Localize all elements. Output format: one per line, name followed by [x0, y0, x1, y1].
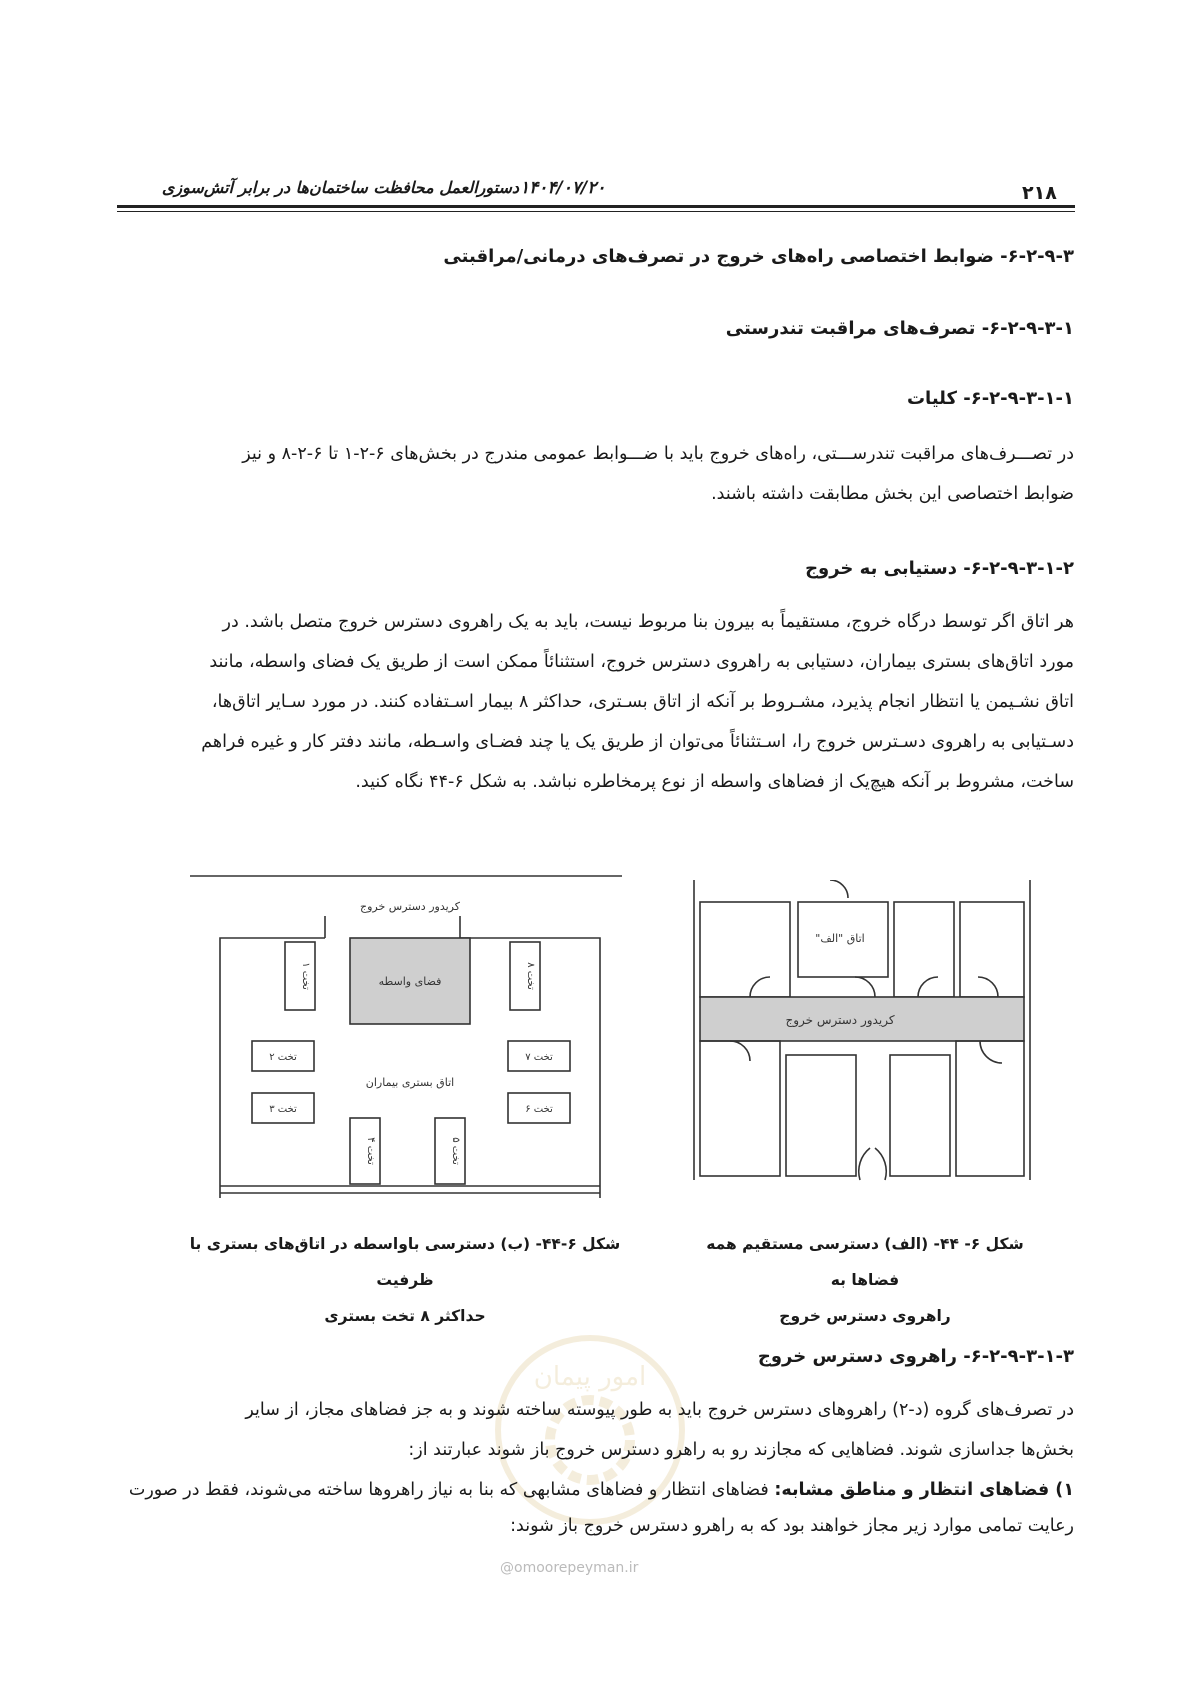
- caption-line: راهروی دسترس خروج: [779, 1307, 951, 1325]
- list-item: [116, 1472, 1074, 1544]
- bed-label: تخت ۵: [450, 1137, 461, 1165]
- caption-line: حداکثر ۸ تخت بستری: [324, 1307, 486, 1325]
- header-title: دستورالعمل محافظت ساختمان‌ها در برابر آتش‌سوزی: [161, 178, 519, 197]
- header-rule-thin: [117, 211, 1075, 212]
- corridor-label: کریدور دسترس خروج: [785, 1013, 895, 1027]
- paragraph-general: [116, 434, 1074, 514]
- list-item-text: فضاهای انتظار و فضاهای مشابهی که بنا به نیاز راهروها ساخته می‌شوند، فقط در صورت: [128, 1480, 775, 1500]
- bed-label: تخت ۸: [525, 962, 536, 990]
- paragraph-line: در تصـــرف‌های مراقبت تندرســـتی، راه‌های خروج باید با ضـــوابط عمومی مندرج در بخش‌های ۶-۲-۱ تا ۶-۲-۸ و نیز: [242, 444, 1074, 464]
- paragraph-line: هر اتاق اگر توسط درگاه خروج، مستقیماً به بیرون بنا مربوط نیست، باید به یک راهروی دسترس خروج متصل باشد. در: [222, 612, 1074, 632]
- section-heading: ۶-۲-۹-۳-۱-۳- راهروی دسترس خروج: [757, 1346, 1074, 1367]
- section-heading: ۶-۲-۹-۳-۱- تصرف‌های مراقبت تندرستی: [725, 318, 1074, 339]
- room-a-label: اتاق "الف": [815, 932, 865, 945]
- paragraph-line: ضوابط اختصاصی این بخش مطابقت داشته باشند.: [711, 484, 1074, 504]
- section-heading: ۶-۲-۹-۳-۱-۲- دستیابی به خروج: [805, 558, 1074, 579]
- paragraph-exit-corridor: [116, 1390, 1074, 1470]
- header-rule-thick: [117, 205, 1075, 208]
- paragraph-line: بخش‌ها جداسازی شوند. فضاهایی که مجازند رو به راهرو دسترس خروج باز شوند عبارتند از:: [408, 1440, 1074, 1460]
- header-date: ۱۴۰۴/۰۷/۲۰: [520, 178, 606, 198]
- watermark-logo-text: امور پیمان: [533, 1362, 647, 1392]
- paragraph-line: ساخت، مشروط بر آنکه هیچ‌یک از فضاهای واسطه از نوع پرمخاطره نباشد. به شکل ۶-۴۴ نگاه کنید.: [355, 772, 1074, 792]
- figure-a-caption: [680, 1226, 1050, 1334]
- section-heading: ۶-۲-۹-۳-۱-۱- کلیات: [906, 388, 1074, 409]
- paragraph-line: اتاق نشـیمن یا انتظار انجام پذیرد، مشـروط بر آنکه از اتاق بسـتری، حداکثر ۸ بیمار اسـتفاده کنند. در مورد سـایر اتاق‌ها،: [211, 692, 1074, 712]
- bed-label: تخت ۷: [525, 1052, 553, 1063]
- bed-label: تخت ۲: [269, 1052, 297, 1063]
- intermediate-label: فضای واسطه: [378, 975, 442, 988]
- caption-line: شکل ۶- ۴۴- (الف) دسترسی مستقیم همه فضاها به: [706, 1235, 1024, 1289]
- list-item-text: رعایت تمامی موارد زیر مجاز خواهند بود که به راهرو دسترس خروج باز شوند:: [510, 1516, 1074, 1536]
- watermark-text: @omoorepeyman.ir: [500, 1560, 639, 1576]
- paragraph-line: در تصرف‌های گروه (د-۲) راهروهای دسترس خروج باید به طور پیوسته ساخته شوند و به جز فضاهای مجاز، از سایر: [245, 1400, 1074, 1420]
- bed-label: تخت ۳: [269, 1104, 297, 1115]
- caption-line: شکل ۶-۴۴- (ب) دسترسی باواسطه در اتاق‌های بستری با ظرفیت: [189, 1235, 621, 1289]
- bed-label: تخت ۱: [300, 962, 311, 990]
- corridor-label: کریدور دسترس خروج: [360, 900, 460, 913]
- room-label: اتاق بستری بیماران: [365, 1076, 455, 1089]
- page-number: ۲۱۸: [1022, 182, 1057, 204]
- figure-b-intermediate-access: [190, 868, 630, 1208]
- figure-a-direct-access: [690, 880, 1040, 1185]
- paragraph-line: دسـتیابی به راهروی دسـترس خروج را، اسـتثنائاً می‌توان از طریق یک یا چند فضـای واسـطه، مانند دفتر کار و غیره فراهم: [201, 732, 1074, 752]
- paragraph-exit-access: [116, 602, 1074, 802]
- figure-b-caption: [170, 1226, 640, 1334]
- bed-label: تخت ۶: [525, 1104, 553, 1115]
- paragraph-line: مورد اتاق‌های بستری بیماران، دستیابی به راهروی دسترس خروج، استثنائاً ممکن است از طریق یک فضای واسطه، مانند: [209, 652, 1074, 672]
- section-heading: ۶-۲-۹-۳- ضوابط اختصاصی راه‌های خروج در تصرف‌های درمانی/مراقبتی: [443, 246, 1074, 267]
- bed-label: تخت ۴: [365, 1137, 376, 1165]
- list-item-label: ۱) فضاهای انتظار و مناطق مشابه:: [774, 1480, 1074, 1500]
